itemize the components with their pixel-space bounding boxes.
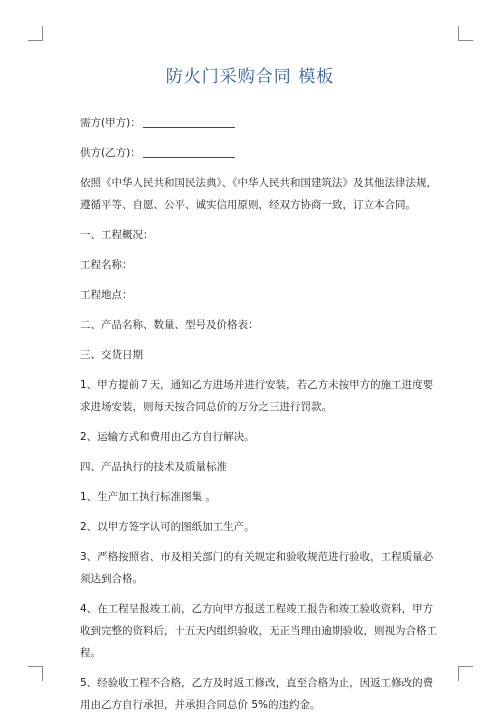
section-3-heading: 三、交货日期 (80, 349, 143, 361)
section-4-item-4: 4、在工程呈报竣工前，乙方向甲方报送工程竣工报告和竣工验收资料，甲方收到完整的资料后，十五天内组织验收，无正当理由逾期验收，则视为合格工程。 (80, 603, 437, 659)
party-b-line (80, 142, 440, 164)
section-3-item-2: 2、运输方式和费用由乙方自行解决。 (80, 431, 255, 443)
intro-paragraph: 依照《中华人民共和国民法典》、《中华人民共和国建筑法》及其他法律法规，遵循平等、自愿、公平、诚实信用原则，经双方协商一致，订立本合同。 (80, 177, 437, 211)
document-body (80, 112, 440, 720)
project-location-label: 工程地点： (80, 289, 133, 301)
section-4-item-2: 2、以甲方签字认可的图纸加工生产。 (80, 521, 255, 533)
section-3-item-1: 1、甲方提前７天，通知乙方进场并进行安装，若乙方未按甲方的施工进度要求进场安装，则每天按合同总价的万分之三进行罚款。 (80, 379, 434, 413)
section-4-item-3: 3、严格按照省、市及相关部门的有关规定和验收规范进行验收，工程质量必须达到合格。 (80, 551, 434, 585)
section-4-heading: 四、产品执行的技术及质量标准 (80, 461, 227, 473)
document-title: 防火门采购合同 模板 (165, 67, 335, 87)
party-a-label: 需方(甲方)： (80, 117, 141, 129)
crop-mark-bottom-left (28, 666, 43, 681)
section-4-item-1: 1、生产加工执行标准图集 。 (80, 491, 217, 503)
crop-mark-bottom-right (458, 666, 473, 681)
section-1-heading: 一、工程概况： (80, 229, 154, 241)
party-b-blank (143, 145, 235, 158)
project-name-label: 工程名称： (80, 259, 133, 271)
crop-mark-top-left (28, 26, 43, 41)
party-a-line (80, 112, 440, 134)
section-2-heading: 二、产品名称、数量、型号及价格表： (80, 319, 259, 331)
party-a-blank (143, 115, 235, 128)
section-4-item-5: 5、经验收工程不合格，乙方及时返工修改，直至合格为止，因返工修改的费用由乙方自行承担，并承担合同总价 5%的违约金。 (80, 677, 434, 711)
crop-mark-top-right (458, 26, 473, 41)
party-b-label: 供方(乙方)： (80, 147, 141, 159)
